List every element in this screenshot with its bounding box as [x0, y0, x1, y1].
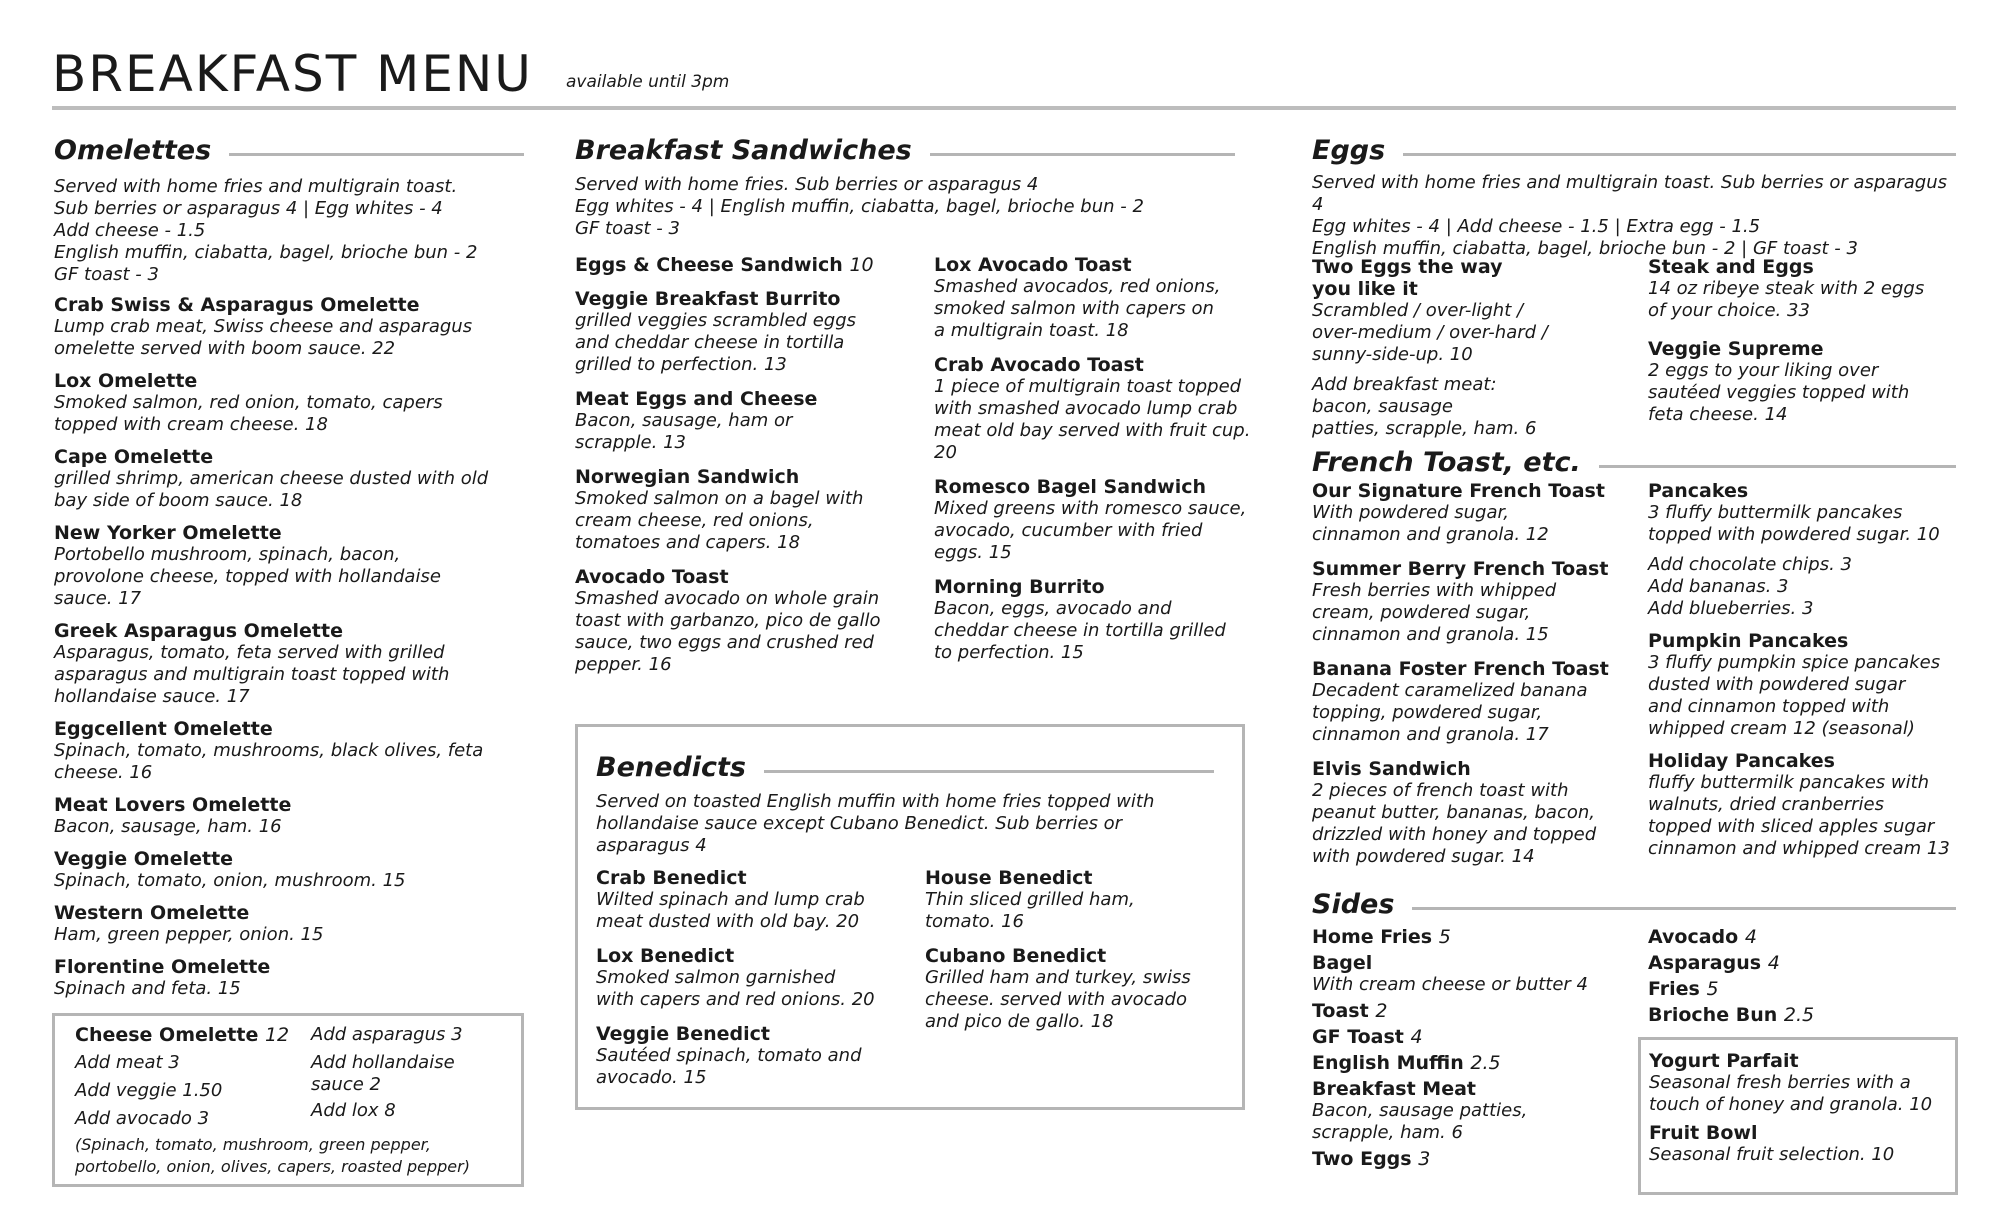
- sides-right-list: [1648, 926, 1948, 1026]
- item-name: Meat Lovers Omelette: [54, 794, 292, 816]
- item-name: Crab Benedict: [596, 867, 747, 889]
- menu-item-fries: [1648, 978, 1948, 1000]
- eggs-right-list: [1648, 256, 1958, 426]
- item-name: Bagel: [1312, 952, 1373, 974]
- menu-item-avocado-toast: [575, 566, 925, 676]
- item-name: Avocado 4: [1648, 926, 1757, 948]
- menu-item-summer-berry-french-toast: [1312, 558, 1642, 646]
- item-name: Brioche Bun 2.5: [1648, 1004, 1815, 1026]
- item-name: Romesco Bagel Sandwich: [934, 476, 1207, 498]
- menu-item-florentine-omelette: [54, 956, 524, 1000]
- menu-item-brioche-bun: [1648, 1004, 1948, 1026]
- item-name: Veggie Breakfast Burrito: [575, 288, 841, 310]
- menu-item-holiday-pancakes: [1648, 750, 1958, 860]
- item-description: Wilted spinach and lump crab meat dusted with old bay. 20: [596, 889, 865, 932]
- sandwiches-right-list: [934, 254, 1274, 664]
- menu-item-home-fries: [1312, 926, 1632, 948]
- item-description: Spinach, tomato, onion, mushroom. 15: [54, 870, 406, 891]
- french-toast-left-list: [1312, 480, 1642, 868]
- menu-item-gf-toast: [1312, 1026, 1632, 1048]
- item-description: Smoked salmon garnished with capers and red onions. 20: [596, 967, 875, 1010]
- menu-item-two-eggs: [1312, 1148, 1632, 1170]
- item-name: Crab Swiss & Asparagus Omelette: [54, 294, 420, 316]
- item-name: Veggie Omelette: [54, 848, 234, 870]
- item-price: 10: [849, 254, 874, 276]
- sides-heading: Sides: [1312, 888, 1956, 922]
- parfait-box: [1638, 1037, 1958, 1195]
- menu-item-morning-burrito: [934, 576, 1274, 664]
- sandwiches-heading: Breakfast Sandwiches: [575, 134, 1235, 168]
- item-description: Spinach, tomato, mushrooms, black olives, feta cheese. 16: [54, 740, 484, 783]
- benedicts-box: [575, 724, 1245, 1110]
- french-toast-right: [1648, 480, 1958, 860]
- menu-item-steak-and-eggs: [1648, 256, 1958, 322]
- addon-meat: Add meat 3: [75, 1052, 180, 1073]
- item-description: Smoked salmon, red onion, tomato, capers topped with cream cheese. 18: [54, 392, 443, 435]
- item-name: Home Fries 5: [1312, 926, 1451, 948]
- item-name: Greek Asparagus Omelette: [54, 620, 343, 642]
- menu-item-breakfast-meat: [1312, 1078, 1632, 1144]
- item-description: 2 eggs to your liking over sautéed veggies topped with feta cheese. 14: [1648, 360, 1910, 425]
- menu-item-eggcellent-omelette: [54, 718, 524, 784]
- menu-item-toast: [1312, 1000, 1632, 1022]
- pancakes-title: Pancakes: [1648, 480, 1749, 502]
- omelettes-heading: Omelettes: [54, 134, 524, 168]
- item-name: Cubano Benedict: [924, 945, 1107, 967]
- cheese-omelette: Cheese Omelette 12: [75, 1024, 290, 1046]
- omelettes-list: [54, 294, 524, 1000]
- menu-item-western-omelette: [54, 902, 524, 946]
- menu-item-greek-asparagus-omelette: [54, 620, 524, 708]
- item-description: 2 pieces of french toast with peanut butter, bananas, bacon, drizzled with honey and topped with powdered sugar. 14: [1312, 780, 1597, 867]
- item-description: Fresh berries with whipped cream, powdered sugar, cinnamon and granola. 15: [1312, 580, 1557, 645]
- benedicts-right-list: [925, 867, 1214, 1089]
- item-price: 3: [1418, 1148, 1431, 1170]
- item-name: Our Signature French Toast: [1312, 480, 1605, 502]
- menu-item-house-benedict: [925, 867, 1214, 933]
- menu-item-cubano-benedict: [925, 945, 1214, 1033]
- menu-item-asparagus: [1648, 952, 1948, 974]
- menu-item-romesco-bagel-sandwich: [934, 476, 1274, 564]
- item-description: Bacon, sausage, ham or scrapple. 13: [575, 410, 793, 453]
- menu-item-yogurt-parfait: [1649, 1050, 1947, 1116]
- french-toast-heading: French Toast, etc.: [1312, 446, 1956, 480]
- menu-item-our-signature-french-toast: [1312, 480, 1642, 546]
- item-name: Eggs & Cheese Sandwich 10: [575, 254, 874, 276]
- item-description: grilled shrimp, american cheese dusted with old bay side of boom sauce. 18: [54, 468, 489, 511]
- item-price: 5: [1438, 926, 1451, 948]
- item-description: grilled veggies scrambled eggs and cheddar cheese in tortilla grilled to perfection. 13: [575, 310, 856, 375]
- item-description: 14 oz ribeye steak with 2 eggs of your choice. 33: [1648, 278, 1925, 321]
- item-name: Lox Omelette: [54, 370, 198, 392]
- menu-item-veggie-omelette: [54, 848, 524, 892]
- item-description: 3 fluffy pumpkin spice pancakes dusted with powdered sugar and cinnamon topped with whipped cream 12 (seasonal): [1648, 652, 1941, 739]
- item-description: Portobello mushroom, spinach, bacon, provolone cheese, topped with hollandaise sauce. 17: [54, 544, 441, 609]
- addon-hollandaise: Add hollandaise sauce 2: [311, 1052, 455, 1095]
- menu-item-elvis-sandwich: [1312, 758, 1642, 868]
- item-description: Smashed avocado on whole grain toast with garbanzo, pico de gallo sauce, two eggs and crushed red pepper. 16: [575, 588, 881, 675]
- pancakes-desc: 3 fluffy buttermilk pancakes topped with powdered sugar. 10: [1648, 502, 1940, 545]
- cheese-omelette-box: [52, 1013, 524, 1187]
- pancakes-addons: Add chocolate chips. 3 Add bananas. 3 Add blueberries. 3: [1648, 554, 1853, 619]
- benedicts-left-list: [596, 867, 925, 1089]
- menu-item-lox-omelette: [54, 370, 524, 436]
- item-name: Norwegian Sandwich: [575, 466, 800, 488]
- item-name: Morning Burrito: [934, 576, 1105, 598]
- eggs-left: [1312, 256, 1632, 440]
- item-price: 4: [1767, 952, 1780, 974]
- item-name: Lox Avocado Toast: [934, 254, 1132, 276]
- menu-item-crab-swiss-asparagus-omelette: [54, 294, 524, 360]
- addon-asparagus: Add asparagus 3: [311, 1024, 463, 1045]
- eggs-section: [1312, 134, 1956, 260]
- item-name: Elvis Sandwich: [1312, 758, 1471, 780]
- sides-left-list: [1312, 926, 1632, 1170]
- item-name: Avocado Toast: [575, 566, 729, 588]
- item-description: Ham, green pepper, onion. 15: [54, 924, 324, 945]
- item-description: Smashed avocados, red onions, smoked salmon with capers on a multigrain toast. 18: [934, 276, 1221, 341]
- item-name: Fries 5: [1648, 978, 1719, 1000]
- item-name: Veggie Supreme: [1648, 338, 1824, 360]
- item-name: English Muffin 2.5: [1312, 1052, 1501, 1074]
- item-name: Breakfast Meat: [1312, 1078, 1476, 1100]
- item-description: With powdered sugar, cinnamon and granola. 12: [1312, 502, 1549, 545]
- item-name: Veggie Benedict: [596, 1023, 771, 1045]
- sandwiches-note: Served with home fries. Sub berries or asparagus 4 Egg whites - 4 | English muffin, ciabatta, bagel, brioche bun - 2 GF toast - 3: [575, 174, 1144, 239]
- menu-item-banana-foster-french-toast: [1312, 658, 1642, 746]
- item-name: Summer Berry French Toast: [1312, 558, 1609, 580]
- addon-veggie: Add veggie 1.50: [75, 1080, 223, 1101]
- item-name: GF Toast 4: [1312, 1026, 1423, 1048]
- breakfast-meat-addon: Add breakfast meat: bacon, sausage patties, scrapple, ham. 6: [1312, 374, 1537, 439]
- item-description: 1 piece of multigrain toast topped with smashed avocado lump crab meat old bay served with fruit cup. 20: [934, 376, 1251, 463]
- menu-item-avocado: [1648, 926, 1948, 948]
- omelettes-section: [54, 134, 524, 1000]
- two-eggs-desc: Scrambled / over-light / over-medium / over-hard / sunny-side-up. 10: [1312, 300, 1548, 365]
- item-description: Spinach and feta. 15: [54, 978, 241, 999]
- item-name: Florentine Omelette: [54, 956, 271, 978]
- item-name: Banana Foster French Toast: [1312, 658, 1609, 680]
- item-price: 2.5: [1470, 1052, 1501, 1074]
- item-description: Bacon, eggs, avocado and cheddar cheese in tortilla grilled to perfection. 15: [934, 598, 1226, 663]
- item-description: Thin sliced grilled ham, tomato. 16: [924, 889, 1135, 932]
- item-name: Eggcellent Omelette: [54, 718, 273, 740]
- item-name: Lox Benedict: [596, 945, 735, 967]
- sandwiches-section: [575, 134, 1235, 240]
- item-price: 5: [1706, 978, 1719, 1000]
- item-description: Mixed greens with romesco sauce, avocado, cucumber with fried eggs. 15: [934, 498, 1247, 563]
- menu-item-crab-benedict: [596, 867, 925, 933]
- benedicts-note: Served on toasted English muffin with home fries topped with hollandaise sauce except Cubano Benedict. Sub berries or asparagus 4: [596, 791, 1155, 856]
- item-name: Meat Eggs and Cheese: [575, 388, 818, 410]
- item-name: Yogurt Parfait: [1649, 1050, 1799, 1072]
- menu-item-veggie-benedict: [596, 1023, 925, 1089]
- item-description: Bacon, sausage patties, scrapple, ham. 6: [1312, 1100, 1528, 1143]
- item-price: 2: [1375, 1000, 1388, 1022]
- menu-item-fruit-bowl: [1649, 1122, 1947, 1166]
- benedicts-heading: Benedicts: [596, 751, 1214, 785]
- menu-item-lox-avocado-toast: [934, 254, 1274, 342]
- item-description: Asparagus, tomato, feta served with grilled asparagus and multigrain toast topped with hollandaise sauce. 17: [54, 642, 450, 707]
- item-name: Fruit Bowl: [1649, 1122, 1758, 1144]
- menu-item-veggie-breakfast-burrito: [575, 288, 925, 376]
- item-description: Smoked salmon on a bagel with cream cheese, red onions, tomatoes and capers. 18: [575, 488, 864, 553]
- french-toast-section: [1312, 446, 1956, 480]
- item-name: Steak and Eggs: [1648, 256, 1814, 278]
- item-description: Bacon, sausage, ham. 16: [54, 816, 282, 837]
- availability-note: available until 3pm: [566, 72, 730, 92]
- item-price: 4: [1410, 1026, 1423, 1048]
- item-name: Cape Omelette: [54, 446, 214, 468]
- item-description: fluffy buttermilk pancakes with walnuts, dried cranberries topped with sliced apples sugar cinnamon and whipped cream 13: [1648, 772, 1950, 859]
- item-description: Seasonal fresh berries with a touch of honey and granola. 10: [1649, 1072, 1933, 1115]
- menu-item-crab-avocado-toast: [934, 354, 1274, 464]
- pancakes-list: [1648, 630, 1958, 860]
- menu-item-new-yorker-omelette: [54, 522, 524, 610]
- item-name: House Benedict: [924, 867, 1093, 889]
- item-price: 2.5: [1783, 1004, 1815, 1026]
- item-description: Lump crab meat, Swiss cheese and asparagus omelette served with boom sauce. 22: [54, 316, 473, 359]
- cheese-omelette-footnote: (Spinach, tomato, mushroom, green pepper, portobello, onion, olives, capers, roasted pepper): [75, 1135, 470, 1176]
- omelettes-note: Served with home fries and multigrain toast. Sub berries or asparagus 4 | Egg whites - 4 Add cheese - 1.5 English muffin, ciabatta, bagel, brioche bun - 2 GF toast - 3: [54, 176, 478, 285]
- item-name: New Yorker Omelette: [54, 522, 282, 544]
- item-description: Seasonal fruit selection. 10: [1649, 1144, 1895, 1165]
- title-divider: [52, 106, 1956, 110]
- item-name: Asparagus 4: [1648, 952, 1780, 974]
- menu-item-meat-lovers-omelette: [54, 794, 524, 838]
- item-name: Pumpkin Pancakes: [1648, 630, 1849, 652]
- menu-item-eggs-cheese-sandwich: [575, 254, 925, 276]
- eggs-heading: Eggs: [1312, 134, 1956, 168]
- menu-item-cape-omelette: [54, 446, 524, 512]
- menu-item-pumpkin-pancakes: [1648, 630, 1958, 740]
- addon-lox: Add lox 8: [311, 1100, 396, 1121]
- menu-item-norwegian-sandwich: [575, 466, 925, 554]
- menu-item-english-muffin: [1312, 1052, 1632, 1074]
- item-price: 4: [1744, 926, 1757, 948]
- eggs-note: Served with home fries and multigrain toast. Sub berries or asparagus 4 Egg whites - 4 | Add cheese - 1.5 | Extra egg - 1.5 English muffin, ciabatta, bagel, brioche bun - 2 | GF toast - 3: [1312, 172, 1948, 259]
- sides-section: [1312, 888, 1956, 922]
- menu-item-veggie-supreme: [1648, 338, 1958, 426]
- item-name: Crab Avocado Toast: [934, 354, 1144, 376]
- two-eggs-title: Two Eggs the way you like it: [1312, 256, 1503, 300]
- menu-item-lox-benedict: [596, 945, 925, 1011]
- item-description: Sautéed spinach, tomato and avocado. 15: [596, 1045, 862, 1088]
- item-description: With cream cheese or butter 4: [1312, 974, 1589, 995]
- addon-avocado: Add avocado 3: [75, 1108, 210, 1129]
- menu-item-bagel: [1312, 952, 1632, 996]
- sandwiches-left-list: [575, 254, 925, 676]
- page-title: BREAKFAST MENU: [52, 45, 533, 103]
- item-name: Western Omelette: [54, 902, 250, 924]
- item-description: Decadent caramelized banana topping, powdered sugar, cinnamon and granola. 17: [1312, 680, 1588, 745]
- item-name: Two Eggs 3: [1312, 1148, 1431, 1170]
- item-name: Toast 2: [1312, 1000, 1388, 1022]
- item-description: Grilled ham and turkey, swiss cheese. served with avocado and pico de gallo. 18: [924, 967, 1191, 1032]
- item-name: Holiday Pancakes: [1648, 750, 1835, 772]
- menu-item-meat-eggs-and-cheese: [575, 388, 925, 454]
